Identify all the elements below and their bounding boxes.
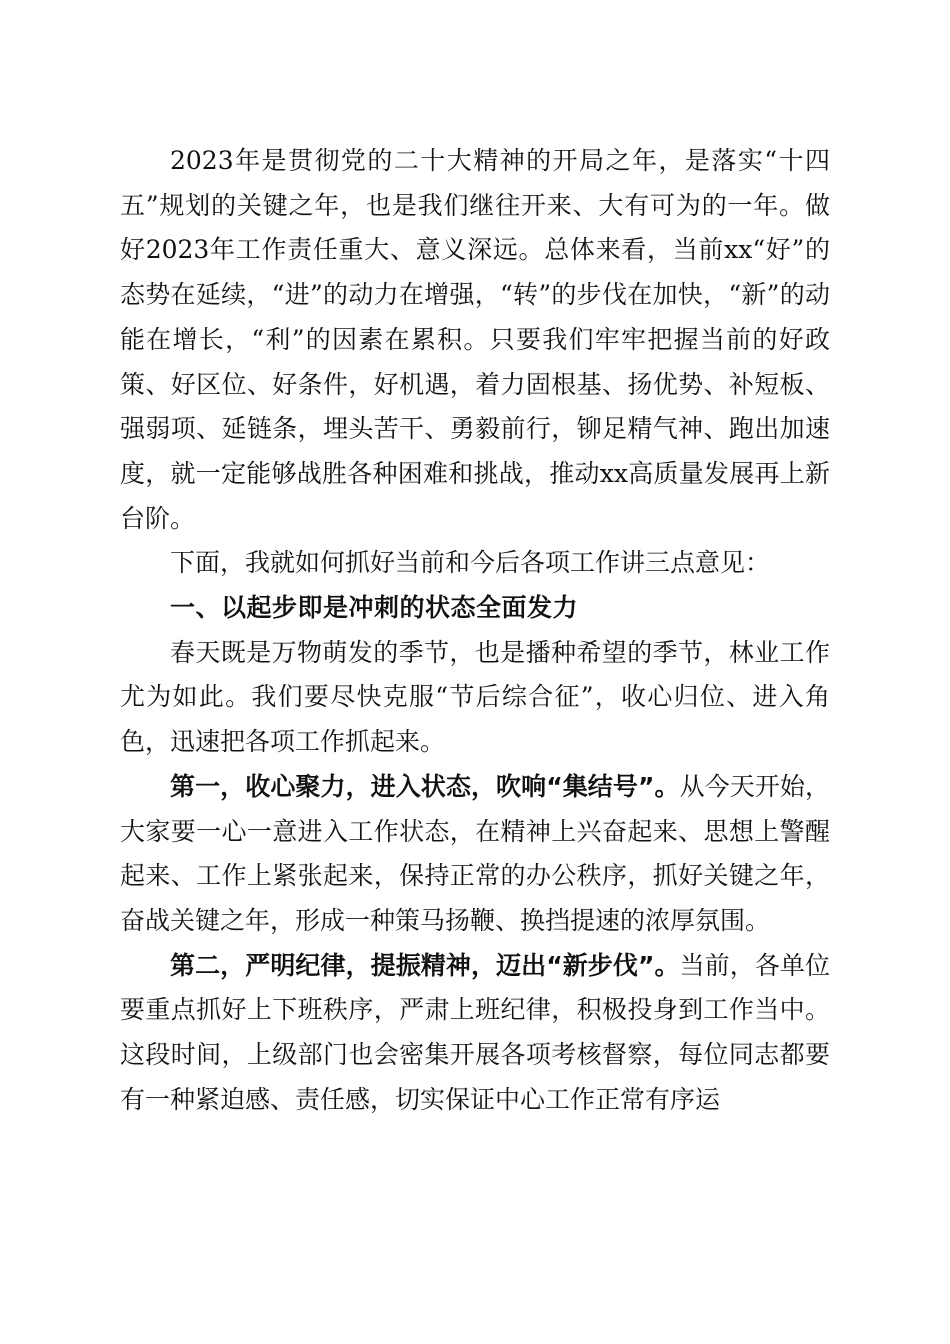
point-one-lead: 第一，收心聚力，进入状态，吹响“集结号”。 <box>170 771 680 801</box>
point-two-text: 当前，各单位要重点抓好上下班秩序，严肃上班纪律，积极投身到工作当中。这段时间，上级部门也会密集开展各项考核督察，每位同志都要有一种紧迫感、责任感，切实保证中心工作正常有序运 <box>120 950 830 1114</box>
transition-paragraph: 下面，我就如何抓好当前和今后各项工作讲三点意见： <box>170 548 771 578</box>
point-one-paragraph <box>120 765 830 944</box>
point-one-text: 从今天开始，大家要一心一意进入工作状态，在精神上兴奋起来、思想上警醒起来、工作上紧张起来，保持正常的办公秩序，抓好关键之年，奋战关键之年，形成一种策马扬鞭、换挡提速的浓厚氛围。 <box>120 771 830 935</box>
document-page <box>120 139 830 1122</box>
point-two-lead: 第二，严明纪律，提振精神，迈出“新步伐”。 <box>170 950 680 980</box>
point-two-paragraph <box>120 944 830 1123</box>
intro-paragraph: 2023年是贯彻党的二十大精神的开局之年，是落实“十四五”规划的关键之年，也是我们继往开来、大有可为的一年。做好2023年工作责任重大、意义深远。总体来看，当前xx“好”的态势在延续，“进”的动力在增强，“转”的步伐在加快，“新”的动能在增长，“利”的因素在累积。只要我们牢牢把握当前的好政策、好区位、好条件，好机遇，着力固根基、扬优势、补短板、强弱项、延链条，埋头苦干、勇毅前行，铆足精气神、跑出加速度，就一定能够战胜各种困难和挑战，推动xx高质量发展再上新台阶。 <box>120 146 830 533</box>
section-heading: 一、以起步即是冲刺的状态全面发力 <box>170 593 579 623</box>
section-intro-paragraph: 春天既是万物萌发的季节，也是播种希望的季节，林业工作尤为如此。我们要尽快克服“节后综合征”，收心归位、进入角色，迅速把各项工作抓起来。 <box>120 637 830 757</box>
